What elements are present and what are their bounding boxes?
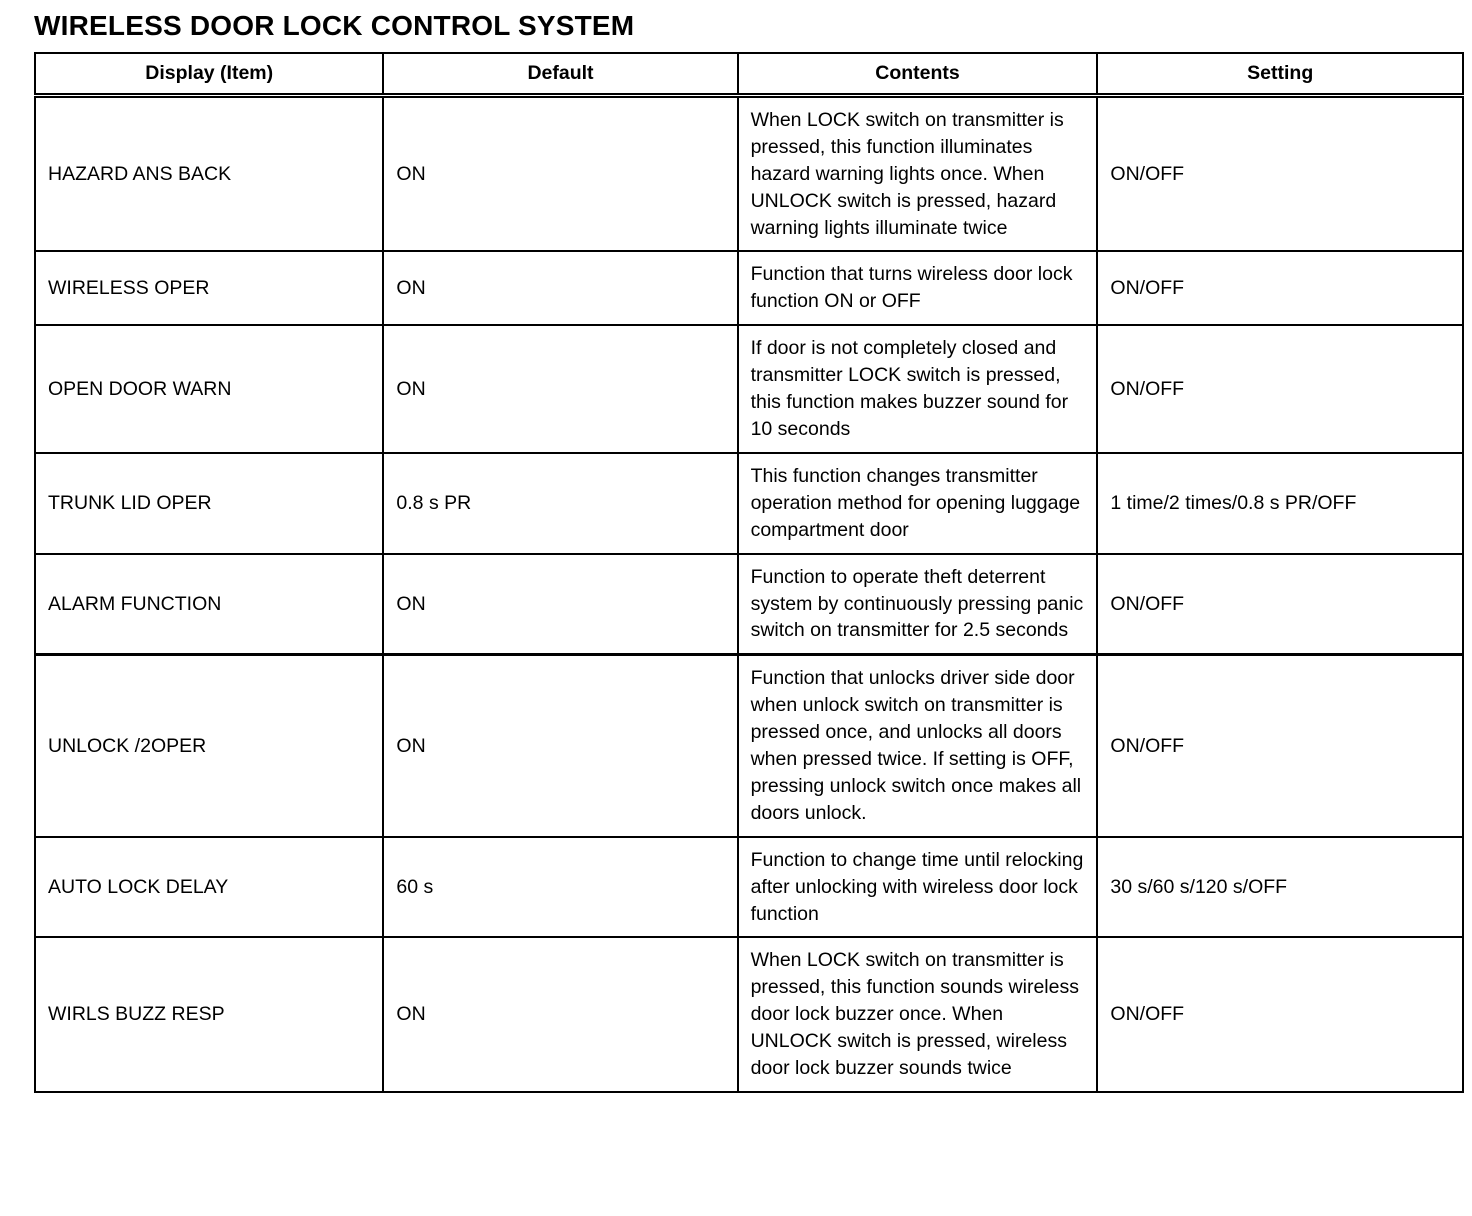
column-header-contents: Contents bbox=[738, 53, 1098, 95]
contents-cell: Function to change time until relocking after unlocking with wireless door lock function bbox=[738, 837, 1098, 938]
table-row bbox=[35, 325, 1463, 453]
item-cell: TRUNK LID OPER bbox=[35, 453, 383, 554]
item-cell: AUTO LOCK DELAY bbox=[35, 837, 383, 938]
setting-cell: 30 s/60 s/120 s/OFF bbox=[1097, 837, 1463, 938]
default-cell: 60 s bbox=[383, 837, 737, 938]
setting-cell: ON/OFF bbox=[1097, 554, 1463, 655]
table-row bbox=[35, 837, 1463, 938]
table-row bbox=[35, 251, 1463, 325]
contents-cell: If door is not completely closed and transmitter LOCK switch is pressed, this function makes buzzer sound for 10 seconds bbox=[738, 325, 1098, 453]
column-header-default: Default bbox=[383, 53, 737, 95]
table-header-row bbox=[35, 53, 1463, 95]
default-cell: 0.8 s PR bbox=[383, 453, 737, 554]
default-cell: ON bbox=[383, 554, 737, 655]
contents-cell: Function to operate theft deterrent system by continuously pressing panic switch on transmitter for 2.5 seconds bbox=[738, 554, 1098, 655]
item-cell: ALARM FUNCTION bbox=[35, 554, 383, 655]
wireless-door-lock-table bbox=[34, 52, 1464, 1093]
table-row bbox=[35, 655, 1463, 837]
setting-cell: 1 time/2 times/0.8 s PR/OFF bbox=[1097, 453, 1463, 554]
contents-cell: This function changes transmitter operation method for opening luggage compartment door bbox=[738, 453, 1098, 554]
item-cell: WIRLS BUZZ RESP bbox=[35, 937, 383, 1092]
setting-cell: ON/OFF bbox=[1097, 251, 1463, 325]
setting-cell: ON/OFF bbox=[1097, 325, 1463, 453]
contents-cell: Function that turns wireless door lock function ON or OFF bbox=[738, 251, 1098, 325]
table-row bbox=[35, 95, 1463, 251]
column-header-setting: Setting bbox=[1097, 53, 1463, 95]
table-row bbox=[35, 554, 1463, 655]
setting-cell: ON/OFF bbox=[1097, 95, 1463, 251]
setting-cell: ON/OFF bbox=[1097, 937, 1463, 1092]
item-cell: HAZARD ANS BACK bbox=[35, 95, 383, 251]
column-header-display-item: Display (Item) bbox=[35, 53, 383, 95]
table-row bbox=[35, 937, 1463, 1092]
default-cell: ON bbox=[383, 655, 737, 837]
contents-cell: When LOCK switch on transmitter is pressed, this function sounds wireless door lock buzzer once. When UNLOCK switch is pressed, wireless door lock buzzer sounds twice bbox=[738, 937, 1098, 1092]
default-cell: ON bbox=[383, 325, 737, 453]
default-cell: ON bbox=[383, 251, 737, 325]
contents-cell: When LOCK switch on transmitter is pressed, this function illuminates hazard warning lights once. When UNLOCK switch is pressed, hazard warning lights illuminate twice bbox=[738, 95, 1098, 251]
setting-cell: ON/OFF bbox=[1097, 655, 1463, 837]
item-cell: WIRELESS OPER bbox=[35, 251, 383, 325]
item-cell: UNLOCK /2OPER bbox=[35, 655, 383, 837]
default-cell: ON bbox=[383, 95, 737, 251]
table-row bbox=[35, 453, 1463, 554]
page-title: WIRELESS DOOR LOCK CONTROL SYSTEM bbox=[34, 10, 635, 41]
default-cell: ON bbox=[383, 937, 737, 1092]
contents-cell: Function that unlocks driver side door when unlock switch on transmitter is pressed once, and unlocks all doors when pressed twice. If setting is OFF, pressing unlock switch once makes all doors unlock. bbox=[738, 655, 1098, 837]
item-cell: OPEN DOOR WARN bbox=[35, 325, 383, 453]
